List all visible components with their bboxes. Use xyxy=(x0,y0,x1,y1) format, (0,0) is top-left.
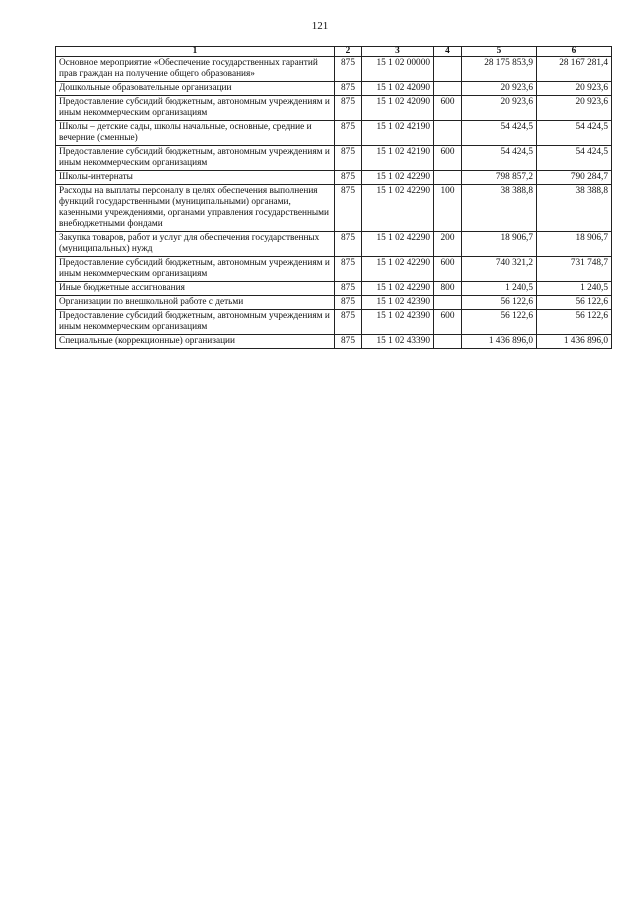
row-name-cell: Расходы на выплаты персоналу в целях обеспечения выполнения функций государственными (муниципальными) органами, казенными учреждениями, органами управления государственными внебюджетными фондами xyxy=(56,185,335,232)
row-amount-2-cell: 20 923,6 xyxy=(537,96,612,121)
row-amount-2-cell: 1 436 896,0 xyxy=(537,335,612,349)
row-target-code-cell: 15 1 02 43390 xyxy=(362,335,434,349)
row-dept-code-cell: 875 xyxy=(335,310,362,335)
row-name-cell: Специальные (коррекционные) организации xyxy=(56,335,335,349)
row-amount-1-cell: 798 857,2 xyxy=(462,171,537,185)
row-dept-code-cell: 875 xyxy=(335,257,362,282)
row-name-cell: Дошкольные образовательные организации xyxy=(56,82,335,96)
row-amount-1-cell: 18 906,7 xyxy=(462,232,537,257)
row-amount-2-cell: 1 240,5 xyxy=(537,282,612,296)
row-target-code-cell: 15 1 02 42290 xyxy=(362,171,434,185)
row-expense-type-cell xyxy=(434,57,462,82)
header-col-1: 1 xyxy=(56,47,335,57)
row-target-code-cell: 15 1 02 42290 xyxy=(362,282,434,296)
row-amount-1-cell: 20 923,6 xyxy=(462,96,537,121)
table-body xyxy=(56,57,612,349)
table-row xyxy=(56,335,612,349)
row-expense-type-cell: 800 xyxy=(434,282,462,296)
row-dept-code-cell: 875 xyxy=(335,296,362,310)
page-number: 121 xyxy=(311,20,329,32)
header-row xyxy=(56,47,612,57)
row-expense-type-cell: 600 xyxy=(434,96,462,121)
row-dept-code-cell: 875 xyxy=(335,82,362,96)
row-name-cell: Предоставление субсидий бюджетным, автономным учреждениям и иным некоммерческим организациям xyxy=(56,96,335,121)
row-amount-1-cell: 54 424,5 xyxy=(462,146,537,171)
row-amount-2-cell: 56 122,6 xyxy=(537,310,612,335)
row-amount-1-cell: 740 321,2 xyxy=(462,257,537,282)
row-amount-2-cell: 54 424,5 xyxy=(537,121,612,146)
row-name-cell: Предоставление субсидий бюджетным, автономным учреждениям и иным некоммерческим организациям xyxy=(56,257,335,282)
row-dept-code-cell: 875 xyxy=(335,96,362,121)
row-amount-1-cell: 54 424,5 xyxy=(462,121,537,146)
row-amount-2-cell: 790 284,7 xyxy=(537,171,612,185)
row-dept-code-cell: 875 xyxy=(335,146,362,171)
header-col-6: 6 xyxy=(537,47,612,57)
row-expense-type-cell: 200 xyxy=(434,232,462,257)
row-target-code-cell: 15 1 02 42190 xyxy=(362,146,434,171)
row-target-code-cell: 15 1 02 42290 xyxy=(362,232,434,257)
row-name-cell: Организации по внешкольной работе с детьми xyxy=(56,296,335,310)
row-name-cell: Школы – детские сады, школы начальные, основные, средние и вечерние (сменные) xyxy=(56,121,335,146)
row-expense-type-cell: 600 xyxy=(434,257,462,282)
table-row xyxy=(56,282,612,296)
row-expense-type-cell xyxy=(434,121,462,146)
row-dept-code-cell: 875 xyxy=(335,171,362,185)
table-header xyxy=(56,47,612,57)
row-target-code-cell: 15 1 02 42390 xyxy=(362,310,434,335)
row-amount-2-cell: 56 122,6 xyxy=(537,296,612,310)
row-dept-code-cell: 875 xyxy=(335,335,362,349)
row-amount-2-cell: 28 167 281,4 xyxy=(537,57,612,82)
table-row xyxy=(56,185,612,232)
row-name-cell: Предоставление субсидий бюджетным, автономным учреждениям и иным некоммерческим организациям xyxy=(56,146,335,171)
row-dept-code-cell: 875 xyxy=(335,121,362,146)
row-amount-2-cell: 731 748,7 xyxy=(537,257,612,282)
budget-table xyxy=(55,46,612,349)
row-target-code-cell: 15 1 02 42090 xyxy=(362,96,434,121)
row-name-cell: Предоставление субсидий бюджетным, автономным учреждениям и иным некоммерческим организациям xyxy=(56,310,335,335)
row-target-code-cell: 15 1 02 42290 xyxy=(362,257,434,282)
header-col-5: 5 xyxy=(462,47,537,57)
table-row xyxy=(56,96,612,121)
row-amount-2-cell: 20 923,6 xyxy=(537,82,612,96)
table-row xyxy=(56,57,612,82)
row-dept-code-cell: 875 xyxy=(335,185,362,232)
row-expense-type-cell: 100 xyxy=(434,185,462,232)
table-row xyxy=(56,310,612,335)
row-target-code-cell: 15 1 02 42290 xyxy=(362,185,434,232)
row-amount-2-cell: 18 906,7 xyxy=(537,232,612,257)
table-row xyxy=(56,121,612,146)
row-name-cell: Закупка товаров, работ и услуг для обеспечения государственных (муниципальных) нужд xyxy=(56,232,335,257)
row-amount-1-cell: 56 122,6 xyxy=(462,296,537,310)
row-expense-type-cell: 600 xyxy=(434,146,462,171)
table-row xyxy=(56,82,612,96)
row-expense-type-cell xyxy=(434,296,462,310)
row-amount-2-cell: 38 388,8 xyxy=(537,185,612,232)
table-row xyxy=(56,296,612,310)
row-amount-1-cell: 20 923,6 xyxy=(462,82,537,96)
row-dept-code-cell: 875 xyxy=(335,282,362,296)
row-amount-1-cell: 56 122,6 xyxy=(462,310,537,335)
header-col-2: 2 xyxy=(335,47,362,57)
table-row xyxy=(56,257,612,282)
row-amount-2-cell: 54 424,5 xyxy=(537,146,612,171)
table-row xyxy=(56,171,612,185)
row-dept-code-cell: 875 xyxy=(335,57,362,82)
row-target-code-cell: 15 1 02 42390 xyxy=(362,296,434,310)
row-amount-1-cell: 1 240,5 xyxy=(462,282,537,296)
row-amount-1-cell: 38 388,8 xyxy=(462,185,537,232)
row-name-cell: Иные бюджетные ассигнования xyxy=(56,282,335,296)
row-name-cell: Основное мероприятие «Обеспечение государственных гарантий прав граждан на получение общего образования» xyxy=(56,57,335,82)
row-expense-type-cell xyxy=(434,82,462,96)
row-expense-type-cell: 600 xyxy=(434,310,462,335)
header-col-3: 3 xyxy=(362,47,434,57)
table-row xyxy=(56,232,612,257)
row-name-cell: Школы-интернаты xyxy=(56,171,335,185)
row-expense-type-cell xyxy=(434,171,462,185)
row-dept-code-cell: 875 xyxy=(335,232,362,257)
row-target-code-cell: 15 1 02 00000 xyxy=(362,57,434,82)
row-target-code-cell: 15 1 02 42190 xyxy=(362,121,434,146)
row-expense-type-cell xyxy=(434,335,462,349)
header-col-4: 4 xyxy=(434,47,462,57)
row-amount-1-cell: 28 175 853,9 xyxy=(462,57,537,82)
row-target-code-cell: 15 1 02 42090 xyxy=(362,82,434,96)
row-amount-1-cell: 1 436 896,0 xyxy=(462,335,537,349)
table-row xyxy=(56,146,612,171)
